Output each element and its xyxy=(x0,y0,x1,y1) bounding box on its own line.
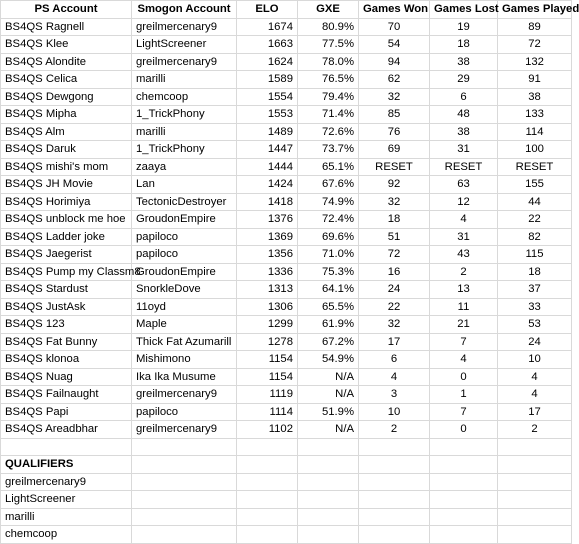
cell-games-won[interactable]: 76 xyxy=(359,123,430,141)
cell-gxe[interactable]: 73.7% xyxy=(298,141,359,159)
cell[interactable] xyxy=(298,473,359,491)
cell-ps-account[interactable]: BS4QS Stardust xyxy=(1,281,132,299)
cell[interactable] xyxy=(430,438,498,456)
header-games-lost[interactable]: Games Lost xyxy=(430,1,498,19)
cell-games-lost[interactable]: 1 xyxy=(430,386,498,404)
cell[interactable] xyxy=(359,456,430,474)
cell-smogon-account[interactable]: GroudonEmpire xyxy=(132,211,237,229)
table-row xyxy=(1,351,572,369)
cell-games-played[interactable]: 44 xyxy=(498,193,572,211)
cell-elo[interactable]: 1624 xyxy=(237,53,298,71)
cell-ps-account[interactable]: BS4QS Alm xyxy=(1,123,132,141)
cell-ps-account[interactable]: BS4QS Pump my Classm8 xyxy=(1,263,132,281)
cell[interactable] xyxy=(132,456,237,474)
cell-gxe[interactable]: 64.1% xyxy=(298,281,359,299)
cell-ps-account[interactable]: BS4QS Ladder joke xyxy=(1,228,132,246)
qualifiers-header-row xyxy=(1,456,572,474)
table-row xyxy=(1,246,572,264)
table-row xyxy=(1,316,572,334)
cell-gxe[interactable]: 74.9% xyxy=(298,193,359,211)
cell[interactable] xyxy=(359,526,430,544)
header-games-played[interactable]: Games Played xyxy=(498,1,572,19)
cell-gxe[interactable]: 77.5% xyxy=(298,36,359,54)
table-row xyxy=(1,368,572,386)
cell[interactable] xyxy=(498,473,572,491)
table-body xyxy=(1,18,572,438)
header-ps-account[interactable]: PS Account xyxy=(1,1,132,19)
cell-games-played[interactable]: 38 xyxy=(498,88,572,106)
cell-gxe[interactable]: 71.0% xyxy=(298,246,359,264)
cell[interactable] xyxy=(430,491,498,509)
cell-games-played[interactable]: 18 xyxy=(498,263,572,281)
cell-elo[interactable]: 1119 xyxy=(237,386,298,404)
cell-games-lost[interactable]: 63 xyxy=(430,176,498,194)
cell-elo[interactable]: 1313 xyxy=(237,281,298,299)
cell-games-lost[interactable]: RESET xyxy=(430,158,498,176)
cell-ps-account[interactable]: BS4QS Daruk xyxy=(1,141,132,159)
cell-elo[interactable]: 1376 xyxy=(237,211,298,229)
cell[interactable] xyxy=(498,508,572,526)
cell-smogon-account[interactable]: Maple xyxy=(132,316,237,334)
table-row xyxy=(1,211,572,229)
cell-gxe[interactable]: 51.9% xyxy=(298,403,359,421)
cell-smogon-account[interactable]: papiloco xyxy=(132,246,237,264)
cell-elo[interactable]: 1306 xyxy=(237,298,298,316)
cell-games-won[interactable]: 72 xyxy=(359,246,430,264)
cell-gxe[interactable]: N/A xyxy=(298,368,359,386)
cell[interactable] xyxy=(498,438,572,456)
cell-gxe[interactable]: 65.1% xyxy=(298,158,359,176)
cell-elo[interactable]: 1447 xyxy=(237,141,298,159)
cell[interactable] xyxy=(237,456,298,474)
cell-games-played[interactable]: 33 xyxy=(498,298,572,316)
cell-games-played[interactable]: 155 xyxy=(498,176,572,194)
table-row xyxy=(1,403,572,421)
cell-games-lost[interactable]: 29 xyxy=(430,71,498,89)
cell-smogon-account[interactable]: papiloco xyxy=(132,403,237,421)
cell[interactable] xyxy=(237,438,298,456)
cell-gxe[interactable]: 76.5% xyxy=(298,71,359,89)
cell-elo[interactable]: 1674 xyxy=(237,18,298,36)
cell-elo[interactable]: 1424 xyxy=(237,176,298,194)
cell[interactable] xyxy=(237,473,298,491)
cell-games-played[interactable]: 132 xyxy=(498,53,572,71)
cell-ps-account[interactable]: BS4QS Failnaught xyxy=(1,386,132,404)
cell-smogon-account[interactable]: Thick Fat Azumarill xyxy=(132,333,237,351)
cell[interactable] xyxy=(298,456,359,474)
cell-elo[interactable]: 1553 xyxy=(237,106,298,124)
cell-ps-account[interactable]: BS4QS 123 xyxy=(1,316,132,334)
cell-games-won[interactable]: 32 xyxy=(359,316,430,334)
cell-games-lost[interactable]: 11 xyxy=(430,298,498,316)
cell-ps-account[interactable]: BS4QS Mipha xyxy=(1,106,132,124)
cell-smogon-account[interactable]: chemcoop xyxy=(132,88,237,106)
cell-ps-account[interactable]: BS4QS Klee xyxy=(1,36,132,54)
table-row xyxy=(1,193,572,211)
cell-elo[interactable]: 1489 xyxy=(237,123,298,141)
cell-smogon-account[interactable]: LightScreener xyxy=(132,36,237,54)
cell-games-lost[interactable]: 38 xyxy=(430,123,498,141)
cell-ps-account[interactable]: BS4QS klonoa xyxy=(1,351,132,369)
table-row xyxy=(1,333,572,351)
cell-games-won[interactable]: 92 xyxy=(359,176,430,194)
cell-ps-account[interactable]: BS4QS JustAsk xyxy=(1,298,132,316)
qualifier-row xyxy=(1,473,572,491)
cell[interactable] xyxy=(359,473,430,491)
cell[interactable] xyxy=(498,526,572,544)
cell-games-won[interactable]: 22 xyxy=(359,298,430,316)
qualifier-name[interactable]: greilmercenary9 xyxy=(1,473,132,491)
cell-games-lost[interactable]: 18 xyxy=(430,36,498,54)
cell[interactable] xyxy=(298,526,359,544)
cell-smogon-account[interactable]: zaaya xyxy=(132,158,237,176)
qualifier-row xyxy=(1,526,572,544)
table-row xyxy=(1,386,572,404)
cell-games-lost[interactable]: 2 xyxy=(430,263,498,281)
cell-games-won[interactable]: 16 xyxy=(359,263,430,281)
table-row xyxy=(1,88,572,106)
cell-games-played[interactable]: 114 xyxy=(498,123,572,141)
cell-smogon-account[interactable]: greilmercenary9 xyxy=(132,18,237,36)
cell-games-won[interactable]: 69 xyxy=(359,141,430,159)
header-games-won[interactable]: Games Won xyxy=(359,1,430,19)
cell[interactable] xyxy=(430,508,498,526)
cell-smogon-account[interactable]: Mishimono xyxy=(132,351,237,369)
cell-smogon-account[interactable]: greilmercenary9 xyxy=(132,421,237,439)
cell-games-won[interactable]: 4 xyxy=(359,368,430,386)
cell-games-won[interactable]: 85 xyxy=(359,106,430,124)
cell[interactable] xyxy=(132,473,237,491)
cell-games-won[interactable]: 32 xyxy=(359,193,430,211)
cell-gxe[interactable]: 65.5% xyxy=(298,298,359,316)
header-row xyxy=(1,1,572,19)
cell-games-lost[interactable]: 12 xyxy=(430,193,498,211)
cell-smogon-account[interactable]: GroudonEmpire xyxy=(132,263,237,281)
cell-smogon-account[interactable]: 1_TrickPhony xyxy=(132,106,237,124)
cell-smogon-account[interactable]: TectonicDestroyer xyxy=(132,193,237,211)
cell-ps-account[interactable]: BS4QS Horimiya xyxy=(1,193,132,211)
cell[interactable] xyxy=(237,508,298,526)
cell-elo[interactable]: 1356 xyxy=(237,246,298,264)
cell-gxe[interactable]: 78.0% xyxy=(298,53,359,71)
cell-games-lost[interactable]: 4 xyxy=(430,351,498,369)
cell-smogon-account[interactable]: SnorkleDove xyxy=(132,281,237,299)
cell-smogon-account[interactable]: Lan xyxy=(132,176,237,194)
cell-games-played[interactable]: 2 xyxy=(498,421,572,439)
cell-gxe[interactable]: 71.4% xyxy=(298,106,359,124)
cell-games-won[interactable]: 24 xyxy=(359,281,430,299)
cell-games-lost[interactable]: 7 xyxy=(430,403,498,421)
cell-games-played[interactable]: 4 xyxy=(498,368,572,386)
cell-games-played[interactable]: 22 xyxy=(498,211,572,229)
cell-games-won[interactable]: 3 xyxy=(359,386,430,404)
table-row xyxy=(1,298,572,316)
table-row xyxy=(1,36,572,54)
cell[interactable] xyxy=(498,456,572,474)
cell-games-played[interactable]: 115 xyxy=(498,246,572,264)
cell-games-lost[interactable]: 43 xyxy=(430,246,498,264)
cell-ps-account[interactable]: BS4QS Jaegerist xyxy=(1,246,132,264)
cell-elo[interactable]: 1663 xyxy=(237,36,298,54)
qualifiers-section xyxy=(1,438,572,543)
cell-games-played[interactable]: 17 xyxy=(498,403,572,421)
cell-gxe[interactable]: 67.2% xyxy=(298,333,359,351)
table-row xyxy=(1,421,572,439)
table-row xyxy=(1,263,572,281)
cell-games-played[interactable]: 89 xyxy=(498,18,572,36)
cell-games-played[interactable]: 82 xyxy=(498,228,572,246)
cell-elo[interactable]: 1589 xyxy=(237,71,298,89)
cell-games-lost[interactable]: 48 xyxy=(430,106,498,124)
table-row xyxy=(1,71,572,89)
cell-ps-account[interactable]: BS4QS Celica xyxy=(1,71,132,89)
cell-games-won[interactable]: 17 xyxy=(359,333,430,351)
cell-gxe[interactable]: 69.6% xyxy=(298,228,359,246)
cell-smogon-account[interactable]: 11oyd xyxy=(132,298,237,316)
cell-elo[interactable]: 1278 xyxy=(237,333,298,351)
cell-ps-account[interactable]: BS4QS Nuag xyxy=(1,368,132,386)
table-row xyxy=(1,176,572,194)
header-elo[interactable]: ELO xyxy=(237,1,298,19)
cell[interactable] xyxy=(237,526,298,544)
cell-games-played[interactable]: RESET xyxy=(498,158,572,176)
table-row xyxy=(1,228,572,246)
cell-games-won[interactable]: 94 xyxy=(359,53,430,71)
qualifier-name[interactable]: chemcoop xyxy=(1,526,132,544)
cell-ps-account[interactable]: BS4QS unblock me hoe xyxy=(1,211,132,229)
cell[interactable] xyxy=(237,491,298,509)
cell-games-lost[interactable]: 7 xyxy=(430,333,498,351)
cell-ps-account[interactable]: BS4QS Alondite xyxy=(1,53,132,71)
cell-elo[interactable]: 1418 xyxy=(237,193,298,211)
cell-games-played[interactable]: 4 xyxy=(498,386,572,404)
cell-games-won[interactable]: 10 xyxy=(359,403,430,421)
header-gxe[interactable]: GXE xyxy=(298,1,359,19)
blank-row xyxy=(1,438,572,456)
cell-gxe[interactable]: 75.3% xyxy=(298,263,359,281)
cell-ps-account[interactable]: BS4QS Areadbhar xyxy=(1,421,132,439)
table-row xyxy=(1,53,572,71)
cell-elo[interactable]: 1444 xyxy=(237,158,298,176)
cell-games-lost[interactable]: 4 xyxy=(430,211,498,229)
cell-gxe[interactable]: 72.4% xyxy=(298,211,359,229)
qualifier-name[interactable]: LightScreener xyxy=(1,491,132,509)
cell-smogon-account[interactable]: marilli xyxy=(132,123,237,141)
cell-games-lost[interactable]: 31 xyxy=(430,141,498,159)
cell-games-lost[interactable]: 38 xyxy=(430,53,498,71)
cell-ps-account[interactable]: BS4QS Fat Bunny xyxy=(1,333,132,351)
cell-games-lost[interactable]: 21 xyxy=(430,316,498,334)
cell-smogon-account[interactable]: Ika Ika Musume xyxy=(132,368,237,386)
cell[interactable] xyxy=(430,526,498,544)
cell-games-won[interactable]: 54 xyxy=(359,36,430,54)
cell-games-lost[interactable]: 19 xyxy=(430,18,498,36)
cell[interactable] xyxy=(298,491,359,509)
cell-gxe[interactable]: 67.6% xyxy=(298,176,359,194)
cell-games-won[interactable]: 6 xyxy=(359,351,430,369)
cell-elo[interactable]: 1114 xyxy=(237,403,298,421)
cell-gxe[interactable]: 54.9% xyxy=(298,351,359,369)
cell[interactable] xyxy=(430,456,498,474)
cell-smogon-account[interactable]: marilli xyxy=(132,71,237,89)
cell-games-played[interactable]: 24 xyxy=(498,333,572,351)
table-row xyxy=(1,123,572,141)
cell-gxe[interactable]: N/A xyxy=(298,421,359,439)
cell[interactable] xyxy=(132,526,237,544)
cell[interactable] xyxy=(498,491,572,509)
cell-games-lost[interactable]: 0 xyxy=(430,421,498,439)
cell[interactable] xyxy=(298,438,359,456)
cell-gxe[interactable]: 61.9% xyxy=(298,316,359,334)
cell-games-played[interactable]: 91 xyxy=(498,71,572,89)
cell-ps-account[interactable]: BS4QS Ragnell xyxy=(1,18,132,36)
cell-games-won[interactable]: 32 xyxy=(359,88,430,106)
cell-smogon-account[interactable]: papiloco xyxy=(132,228,237,246)
cell-games-played[interactable]: 72 xyxy=(498,36,572,54)
cell[interactable] xyxy=(132,491,237,509)
cell-smogon-account[interactable]: greilmercenary9 xyxy=(132,386,237,404)
table-row xyxy=(1,141,572,159)
cell-games-played[interactable]: 100 xyxy=(498,141,572,159)
cell-games-played[interactable]: 133 xyxy=(498,106,572,124)
cell-ps-account[interactable]: BS4QS Papi xyxy=(1,403,132,421)
qualifier-row xyxy=(1,491,572,509)
cell-elo[interactable]: 1154 xyxy=(237,351,298,369)
cell-ps-account[interactable]: BS4QS JH Movie xyxy=(1,176,132,194)
qualifier-name[interactable]: marilli xyxy=(1,508,132,526)
cell-ps-account[interactable]: BS4QS mishi's mom xyxy=(1,158,132,176)
cell-elo[interactable]: 1554 xyxy=(237,88,298,106)
cell-gxe[interactable]: 80.9% xyxy=(298,18,359,36)
cell[interactable] xyxy=(132,438,237,456)
cell-gxe[interactable]: N/A xyxy=(298,386,359,404)
cell-ps-account[interactable]: BS4QS Dewgong xyxy=(1,88,132,106)
cell-games-lost[interactable]: 0 xyxy=(430,368,498,386)
cell-gxe[interactable]: 79.4% xyxy=(298,88,359,106)
cell-games-won[interactable]: 62 xyxy=(359,71,430,89)
cell-elo[interactable]: 1154 xyxy=(237,368,298,386)
table-row xyxy=(1,281,572,299)
cell-gxe[interactable]: 72.6% xyxy=(298,123,359,141)
cell-games-lost[interactable]: 13 xyxy=(430,281,498,299)
cell[interactable] xyxy=(359,438,430,456)
qualifiers-label[interactable]: QUALIFIERS xyxy=(1,456,132,474)
cell-games-won[interactable]: 2 xyxy=(359,421,430,439)
cell-games-lost[interactable]: 31 xyxy=(430,228,498,246)
cell[interactable] xyxy=(359,508,430,526)
cell-elo[interactable]: 1299 xyxy=(237,316,298,334)
cell-games-lost[interactable]: 6 xyxy=(430,88,498,106)
table-row xyxy=(1,18,572,36)
cell-games-won[interactable]: 70 xyxy=(359,18,430,36)
cell[interactable] xyxy=(1,438,132,456)
cell-games-won[interactable]: 18 xyxy=(359,211,430,229)
cell-games-played[interactable]: 37 xyxy=(498,281,572,299)
cell-smogon-account[interactable]: 1_TrickPhony xyxy=(132,141,237,159)
cell-games-played[interactable]: 53 xyxy=(498,316,572,334)
qualifier-row xyxy=(1,508,572,526)
cell[interactable] xyxy=(359,491,430,509)
cell-games-played[interactable]: 10 xyxy=(498,351,572,369)
cell[interactable] xyxy=(430,473,498,491)
header-smogon-account[interactable]: Smogon Account xyxy=(132,1,237,19)
table-row xyxy=(1,106,572,124)
table-row xyxy=(1,158,572,176)
cell[interactable] xyxy=(132,508,237,526)
cell-smogon-account[interactable]: greilmercenary9 xyxy=(132,53,237,71)
cell-elo[interactable]: 1369 xyxy=(237,228,298,246)
cell-games-won[interactable]: RESET xyxy=(359,158,430,176)
cell[interactable] xyxy=(298,508,359,526)
cell-elo[interactable]: 1336 xyxy=(237,263,298,281)
cell-games-won[interactable]: 51 xyxy=(359,228,430,246)
cell-elo[interactable]: 1102 xyxy=(237,421,298,439)
